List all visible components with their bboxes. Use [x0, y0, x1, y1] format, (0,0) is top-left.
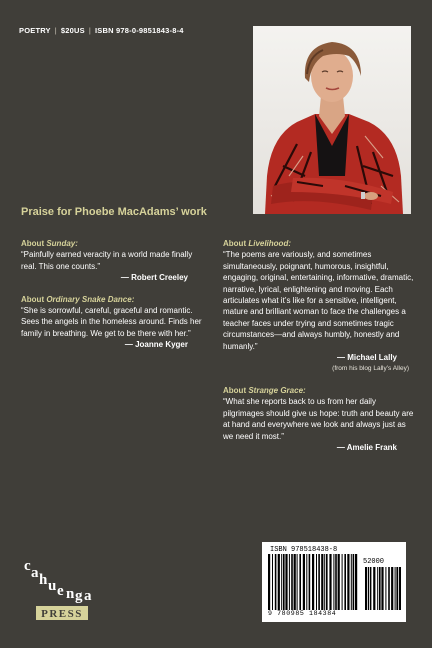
- barcode-bar: [385, 567, 386, 610]
- review-author: — Joanne Kyger: [124, 340, 188, 350]
- barcode-bar: [278, 554, 280, 610]
- barcode-bar: [309, 554, 311, 610]
- review-heading: About Livelihood:: [223, 239, 291, 248]
- barcode-bar: [338, 554, 340, 610]
- barcode-bar: [381, 567, 383, 610]
- review-block: [21, 294, 206, 351]
- logo-letter: a: [31, 565, 39, 581]
- barcode-bar: [365, 567, 367, 610]
- barcode-bar: [344, 554, 346, 610]
- logo-letter: g: [75, 588, 83, 604]
- logo-letter: h: [39, 572, 48, 588]
- barcode-bar: [379, 567, 381, 610]
- barcode-bar: [396, 567, 398, 610]
- review-author: — Robert Creeley: [120, 273, 188, 283]
- barcode-bar: [324, 554, 325, 610]
- author-photo: [253, 26, 411, 214]
- barcode-bar: [283, 554, 285, 610]
- price-label: $20US: [60, 26, 85, 35]
- barcode-bar: [294, 554, 296, 610]
- barcode-bar: [291, 554, 293, 610]
- logo-letter: n: [66, 586, 75, 602]
- barcode-bar: [321, 554, 323, 610]
- review-heading: About Sunday:: [21, 239, 78, 248]
- barcode-bar: [303, 554, 305, 610]
- review-heading: About Strange Grace:: [223, 385, 306, 395]
- barcode-bar: [306, 554, 307, 610]
- barcode-bar: [312, 554, 314, 610]
- review-quote: “Painfully earned veracity in a world made finally real. This one counts.”: [21, 250, 193, 271]
- barcode-bar: [355, 554, 357, 610]
- barcode-bar: [289, 554, 290, 610]
- barcode-bar: [285, 554, 287, 610]
- publisher-logo: [22, 552, 102, 624]
- barcode-bar: [351, 554, 352, 610]
- logo-letter: c: [24, 558, 31, 574]
- category-label: POETRY: [19, 26, 51, 35]
- logo-letter: a: [84, 588, 92, 604]
- logo-press-label: PRESS: [41, 608, 83, 620]
- barcode-bar: [281, 554, 282, 610]
- barcode-bar: [370, 567, 372, 610]
- review-block: [223, 238, 415, 375]
- logo-letter: u: [48, 578, 57, 594]
- reviews-right-column: [223, 238, 415, 463]
- barcode-bar: [395, 567, 396, 610]
- logo-letter: e: [57, 583, 64, 599]
- barcode-bar: [377, 567, 378, 610]
- barcode-digits: 9 780985 184384: [268, 610, 337, 617]
- barcode-bar: [297, 554, 298, 610]
- barcode-bar: [335, 554, 337, 610]
- barcode-bar: [299, 554, 301, 610]
- barcode-bar: [329, 554, 331, 610]
- barcode-bar: [342, 554, 343, 610]
- review-author: — Amelie Frank: [336, 442, 397, 452]
- isbn-label: ISBN 978-0-9851843-8-4: [95, 26, 184, 35]
- barcode-bar: [316, 554, 317, 610]
- praise-heading: Praise for Phoebe MacAdams’ work: [21, 206, 207, 218]
- reviews-left-column: [21, 238, 206, 361]
- review-block: [223, 385, 415, 453]
- barcode-bar: [399, 567, 401, 610]
- barcode-price-code: 52000: [363, 558, 385, 566]
- barcode-bar: [391, 567, 393, 610]
- barcode-bar: [368, 567, 369, 610]
- review-quote: “She is sorrowful, careful, graceful and romantic. Sees the angels in the homeless around. Finds her family in breathing. We get to be there with her.”: [21, 306, 202, 338]
- review-quote: “The poems are variously, and sometimes simultaneously, poignant, humorous, insightful, engaging, original, entertaining, informative, dramatic, narrative, lyrical, enlightening and moving. Each articulates what it’s like for a sensitive, intelligent, mature and brilliant woman to face the challenges a teacher faces under trying and sometimes tragic circumstances—and always humbly, honestly and humanly.”: [223, 250, 414, 351]
- barcode-bar: [272, 554, 273, 610]
- barcode: [262, 542, 406, 622]
- book-meta-line: POETRY | $20US | ISBN 978-0-9851843-8-4: [19, 26, 184, 35]
- barcode-bar: [388, 567, 390, 610]
- barcode-bar: [318, 554, 320, 610]
- barcode-bar: [353, 554, 355, 610]
- review-source: (from his blog Lally’s Alley): [332, 365, 409, 373]
- review-block: [21, 238, 206, 284]
- barcode-bar: [326, 554, 328, 610]
- barcode-isbn-text: ISBN 978518438-8: [270, 546, 338, 554]
- barcode-bar: [333, 554, 334, 610]
- review-quote: “What she reports back to us from her daily pilgrimages should give us hope: truth and beauty are at hand and everywhere we look and always just as we need it most.”: [223, 397, 414, 441]
- barcode-bar: [347, 554, 349, 610]
- barcode-bar: [268, 554, 270, 610]
- review-author: — Michael Lally: [336, 353, 397, 363]
- barcode-bar: [373, 567, 375, 610]
- barcode-bar: [275, 554, 277, 610]
- review-heading: About Ordinary Snake Dance:: [21, 294, 135, 304]
